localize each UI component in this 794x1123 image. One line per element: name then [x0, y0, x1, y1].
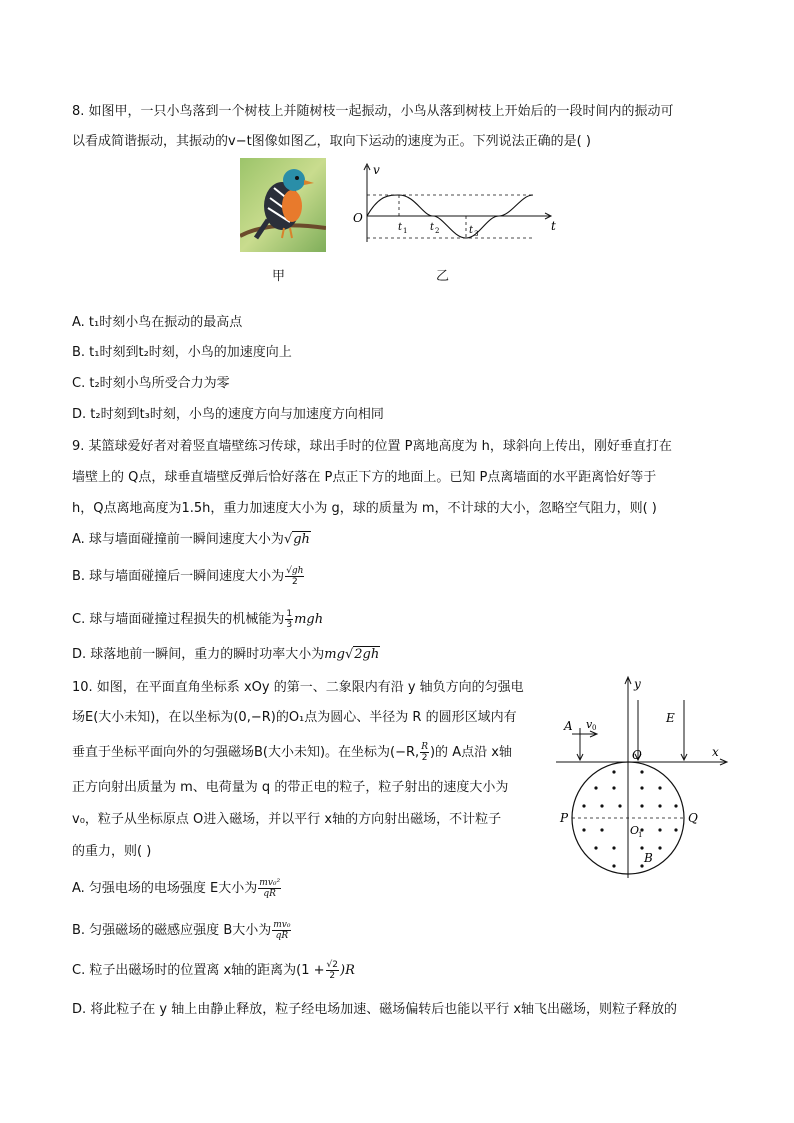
- q10-option-b-den: qR: [275, 931, 289, 941]
- q9-option-c-num: 1: [286, 609, 293, 619]
- q10-option-c-tail: )R: [340, 963, 355, 978]
- q10-option-c-text: C. 粒子出磁场时的位置离 x轴的距离为(1 +: [72, 963, 325, 978]
- q9-option-b-num: √gh: [286, 566, 304, 576]
- q9-option-d: D. 球落地前一瞬间，重力的瞬时功率大小为mg√2gh: [72, 647, 380, 662]
- q10-line3-num: R: [421, 742, 428, 752]
- field-diagram: [552, 672, 732, 882]
- q9-option-c-tail: mgh: [294, 612, 324, 627]
- vt-axis-t: t: [551, 219, 556, 233]
- vt-t1: t: [398, 222, 403, 233]
- diagram-v0: v: [586, 718, 593, 731]
- diagram-point-p: P: [560, 811, 569, 825]
- q10-option-b: [72, 920, 292, 941]
- caption-jia: 甲: [272, 269, 286, 284]
- q10-option-c: [72, 960, 355, 981]
- q10-option-c-den: 2: [329, 971, 336, 981]
- q10-option-d: D. 将此粒子在 y 轴上由静止释放，粒子经电场加速、磁场偏转后也能以平行 x轴飞出磁场，则粒子释放的: [72, 1002, 678, 1017]
- q10-line4: 正方向射出质量为 m、电荷量为 q 的带正电的粒子，粒子射出的速度大小为: [72, 780, 509, 795]
- q9-option-b-den: 2: [291, 577, 298, 587]
- q10-line3-a: 垂直于坐标平面向外的匀强磁场B(大小未知)。在坐标为(−R,: [72, 745, 420, 760]
- vt-t2: t: [430, 222, 435, 233]
- q8-option-c: C. t₂时刻小鸟所受合力为零: [72, 376, 230, 391]
- q9-option-b-text: B. 球与墙面碰撞后一瞬间速度大小为: [72, 569, 285, 584]
- diagram-e-label: E: [666, 711, 675, 725]
- diagram-point-q: Q: [688, 811, 698, 825]
- diagram-v0-sub: 0: [592, 724, 597, 732]
- bird-image: [240, 158, 326, 252]
- q9-option-a: A. 球与墙面碰撞前一瞬间速度大小为√gh: [72, 532, 310, 547]
- q8-option-b: B. t₁时刻到t₂时刻，小鸟的加速度向上: [72, 345, 292, 360]
- q9-line3: h，Q点离地高度为1.5h，重力加速度大小为 g，球的质量为 m，不计球的大小，忽略空气阻力，则( ): [72, 501, 657, 516]
- vt-t1-sub: 1: [403, 227, 408, 235]
- q10-line3-b: )的 A点沿 x轴: [429, 745, 512, 760]
- q10-option-a-text: A. 匀强电场的电场强度 E大小为: [72, 881, 258, 896]
- q9-option-a-text: A. 球与墙面碰撞前一瞬间速度大小为: [72, 532, 284, 547]
- diagram-o1-sub: 1: [638, 831, 643, 839]
- vt-graph: [345, 160, 560, 245]
- q9-option-c: [72, 609, 323, 630]
- q9-option-d-radicand: 2gh: [354, 647, 380, 662]
- q9-option-c-text: C. 球与墙面碰撞过程损失的机械能为: [72, 612, 285, 627]
- q9-option-d-text: D. 球落地前一瞬间，重力的瞬时功率大小为: [72, 647, 325, 662]
- q8-stem-line2: 以看成简谐振动，其振动的v−t图像如图乙，取向下运动的速度为正。下列说法正确的是( ): [72, 134, 591, 149]
- q9-line1: 9. 某篮球爱好者对着竖直墙壁练习传球，球出手时的位置 P离地高度为 h，球斜向上传出，刚好垂直打在: [72, 439, 672, 454]
- vt-t2-sub: 2: [435, 227, 440, 235]
- q8-stem-line1: 8. 如图甲，一只小鸟落到一个树枝上并随树枝一起振动，小鸟从落到树枝上开始后的一段时间内的振动可: [72, 104, 674, 119]
- q9-option-d-pre: mg: [324, 647, 345, 662]
- diagram-point-a: A: [564, 719, 573, 733]
- q10-option-b-num: mv₀: [273, 920, 291, 930]
- q10-option-a-num: mv₀²: [259, 878, 281, 888]
- q10-line5: v₀，粒子从坐标原点 O进入磁场，并以平行 x轴的方向射出磁场，不计粒子: [72, 812, 502, 827]
- diagram-o1: O: [630, 824, 640, 837]
- diagram-b-label: B: [644, 851, 653, 865]
- vt-t3: t: [469, 225, 474, 236]
- q10-option-a: [72, 878, 282, 899]
- q10-option-a-den: qR: [263, 889, 276, 899]
- q9-option-b: [72, 566, 305, 587]
- q10-line1: 10. 如图，在平面直角坐标系 xOy 的第一、二象限内有沿 y 轴负方向的匀强电: [72, 680, 524, 695]
- q10-line3-den: 2: [421, 753, 428, 763]
- q9-line2: 墙壁上的 Q点，球垂直墙壁反弹后恰好落在 P点正下方的地面上。已知 P点离墙面的水平距离恰好等于: [72, 470, 657, 485]
- diagram-y-label: y: [634, 677, 641, 691]
- diagram-origin: O: [632, 748, 642, 762]
- diagram-x-label: x: [712, 745, 719, 759]
- vt-origin: O: [353, 211, 363, 225]
- caption-yi: 乙: [436, 269, 450, 284]
- q10-line2: 场E(大小未知)，在以坐标为(0,−R)的O₁点为圆心、半径为 R 的圆形区域内有: [72, 710, 517, 725]
- q8-option-a: A. t₁时刻小鸟在振动的最高点: [72, 315, 243, 330]
- q8-option-d: D. t₂时刻到t₃时刻，小鸟的速度方向与加速度方向相同: [72, 407, 384, 422]
- q10-option-b-text: B. 匀强磁场的磁感应强度 B大小为: [72, 923, 272, 938]
- q9-option-c-den: 3: [286, 620, 293, 630]
- q10-line3: [72, 742, 512, 763]
- vt-t3-sub: 3: [474, 230, 479, 238]
- vt-axis-v: v: [373, 163, 380, 177]
- q9-option-a-radicand: gh: [293, 532, 310, 547]
- q10-option-c-num: √2: [326, 960, 339, 970]
- q10-line6: 的重力，则( ): [72, 844, 152, 859]
